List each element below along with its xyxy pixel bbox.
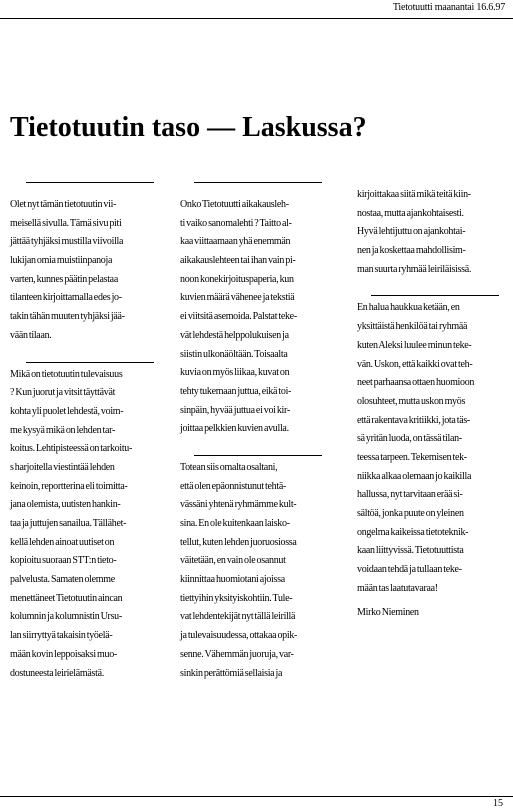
- text-line: En halua haukkua ketään, en: [357, 302, 460, 314]
- text-line: Onko Tietotuutti aikakausleh-: [180, 199, 289, 210]
- text-line: kaa viittaamaan yhä enemmän: [180, 236, 291, 248]
- text-line: tellut, kuten lehden juoruosiossa: [180, 536, 297, 548]
- text-line: Olet nyt tämän tietotuutin vii-: [10, 199, 117, 210]
- text-line: että olen epäonnistunut tehtä-: [180, 480, 287, 492]
- text-line: Hyvä lehtijuttu on ajankohtai-: [357, 226, 466, 238]
- text-line: senne. Vähemmän juoruja, var-: [180, 648, 294, 660]
- text-line: palvelusta. Samaten olemme: [10, 574, 115, 586]
- text-line: nostaa, mutta ajankohtaisesti.: [357, 207, 464, 219]
- text-line: sina. En ole kuitenkaan laisko-: [180, 518, 290, 529]
- running-title: Tietotuutti maanantai 16.6.97: [392, 2, 505, 13]
- paragraph: [10, 183, 160, 346]
- text-line: aikakauslehteen tai ihan vain pi-: [180, 255, 296, 267]
- column-3: [357, 186, 507, 623]
- text-line: tilanteen kirjoittamalla edes jo-: [10, 292, 122, 304]
- text-line: kaan liittyvissä. Tietotuuttista: [357, 545, 464, 557]
- text-line: kellä lehden ainoat uutiset on: [10, 536, 115, 548]
- paragraph: [357, 186, 507, 279]
- text-line: takin tähän muuten tyhjäksi jää-: [10, 311, 125, 323]
- text-line: jana olemista, uutisten hankin-: [10, 499, 121, 511]
- column-1: [10, 182, 160, 683]
- text-line: jättää tyhjäksi mustilla viivoilla: [10, 236, 124, 248]
- header-rule: [0, 18, 513, 19]
- text-line: tehty tukemaan juttua, eikä toi-: [180, 385, 292, 397]
- text-line: vään tilaan.: [10, 329, 52, 341]
- text-line: voidaan tehdä ja tullaan teke-: [357, 564, 462, 576]
- text-line: sinpäin, hyvää juttua ei voi kir-: [180, 404, 290, 416]
- text-line: tiettyihin yksityiskohtiin. Tule-: [180, 592, 293, 604]
- text-line: koitus. Lehtipisteessä on tarkoitu-: [10, 443, 133, 455]
- page-number: 15: [493, 798, 503, 809]
- text-line: siistin ulkonäöltään. Toisaalta: [180, 348, 288, 360]
- text-line: vät lehdestä helppolukuisen ja: [180, 329, 289, 341]
- text-line: meisellä sivulla. Tämä sivu piti: [10, 217, 122, 229]
- text-line: kopioitu suoraan STT:n tieto-: [10, 555, 117, 567]
- paragraph: [357, 296, 507, 598]
- text-line: lukijan omia muistiinpanoja: [10, 255, 113, 267]
- text-line: kolumnin ja kolumnistin Ursu-: [10, 611, 122, 623]
- article-title: Tietotuutin taso — Laskussa?: [10, 112, 367, 143]
- paragraph: [180, 456, 330, 683]
- text-line: sä yritän luoda, on tässä tilan-: [357, 433, 462, 445]
- text-line: kohta yli puolet lehdestä, voim-: [10, 405, 124, 417]
- text-line: Totean siis omalta osaltani,: [180, 461, 278, 473]
- text-line: ? Kun juorut ja vitsit täyttävät: [10, 387, 116, 399]
- text-line: neet parhaansa ottaen huomioon: [357, 377, 475, 389]
- text-line: vän. Uskon, että kaikki ovat teh-: [357, 358, 473, 370]
- text-line: mään kovin leppoisaksi muo-: [10, 648, 117, 660]
- text-line: kiinnittaa huomiotani ajoissa: [180, 574, 285, 586]
- text-line: kuvien määrä vähenee ja tekstiä: [180, 292, 295, 304]
- column-2: [180, 182, 330, 683]
- text-line: ongelma kaikeissa tietoteknik-: [357, 526, 469, 538]
- text-line: ei viitsitä asemoida. Palstat teke-: [180, 311, 297, 323]
- text-line: menettäneet Tietotuutin aincan: [10, 592, 123, 604]
- paragraph: [10, 363, 160, 684]
- text-line: vässäni yhtenä ryhmämme kult-: [180, 499, 297, 511]
- text-line: keinoin, reportterina eli toimitta-: [10, 480, 128, 492]
- text-line: mään tas laatutavaraa!: [357, 582, 438, 594]
- text-line: teessa tarpeen. Tekemisen tek-: [357, 451, 467, 463]
- text-line: kuten Aleksi luulee minun teke-: [357, 339, 472, 351]
- footer-rule: [0, 796, 513, 797]
- text-line: Mikä on tietotuutin tulevaisuus: [10, 368, 123, 380]
- text-line: että rakentava kritiikki, jota täs-: [357, 414, 470, 426]
- author-signature: Mirko Nieminen: [357, 607, 419, 619]
- text-line: väitetään, en vain ole osannut: [180, 555, 286, 567]
- text-line: dostuneesta leirielämästä.: [10, 667, 104, 679]
- text-line: lan siirryttyä takaisin työelä-: [10, 630, 113, 642]
- paragraph: [180, 183, 330, 439]
- text-line: me kysyä mikä on lehden tar-: [10, 424, 115, 436]
- page-header: [0, 0, 513, 20]
- text-line: sältöä, jonka puute on yleinen: [357, 508, 464, 519]
- text-line: nen ja koskettaa mahdollisim-: [357, 245, 466, 257]
- text-line: hallussa, nyt tarvitaan erää si-: [357, 489, 463, 501]
- text-line: sinkin perättömiä sellaisia ja: [180, 667, 283, 679]
- text-line: niikka alkaa olemaan jo kaikilla: [357, 470, 472, 482]
- text-line: man suurta ryhmää leiriläisissä.: [357, 263, 472, 275]
- text-line: olosuhteet, mutta uskon myös: [357, 395, 466, 407]
- text-line: varten, kunnes päätin pelastaa: [10, 273, 118, 285]
- text-line: taa ja juttujen sanailua. Tällähet-: [10, 518, 127, 529]
- text-line: kuvia on myös liikaa, kuvat on: [180, 367, 290, 379]
- text-line: joittaa pelkkien kuvien avulla.: [180, 423, 289, 435]
- text-line: s harjoitella viestintää lehden: [10, 461, 115, 473]
- text-line: ja tulevaisuudessa, ottakaa opik-: [180, 630, 298, 642]
- text-line: noon konekirjoituspaperia, kun: [180, 273, 294, 285]
- text-line: ti vaiko sanomalehti ? Taitto al-: [180, 217, 292, 229]
- text-line: yksittäistä henkilöä tai ryhmää: [357, 321, 468, 333]
- text-line: vat lehdentekijät nyt tällä leirillä: [180, 611, 296, 623]
- text-line: kirjoittakaa siitä mikä teitä kiin-: [357, 189, 471, 200]
